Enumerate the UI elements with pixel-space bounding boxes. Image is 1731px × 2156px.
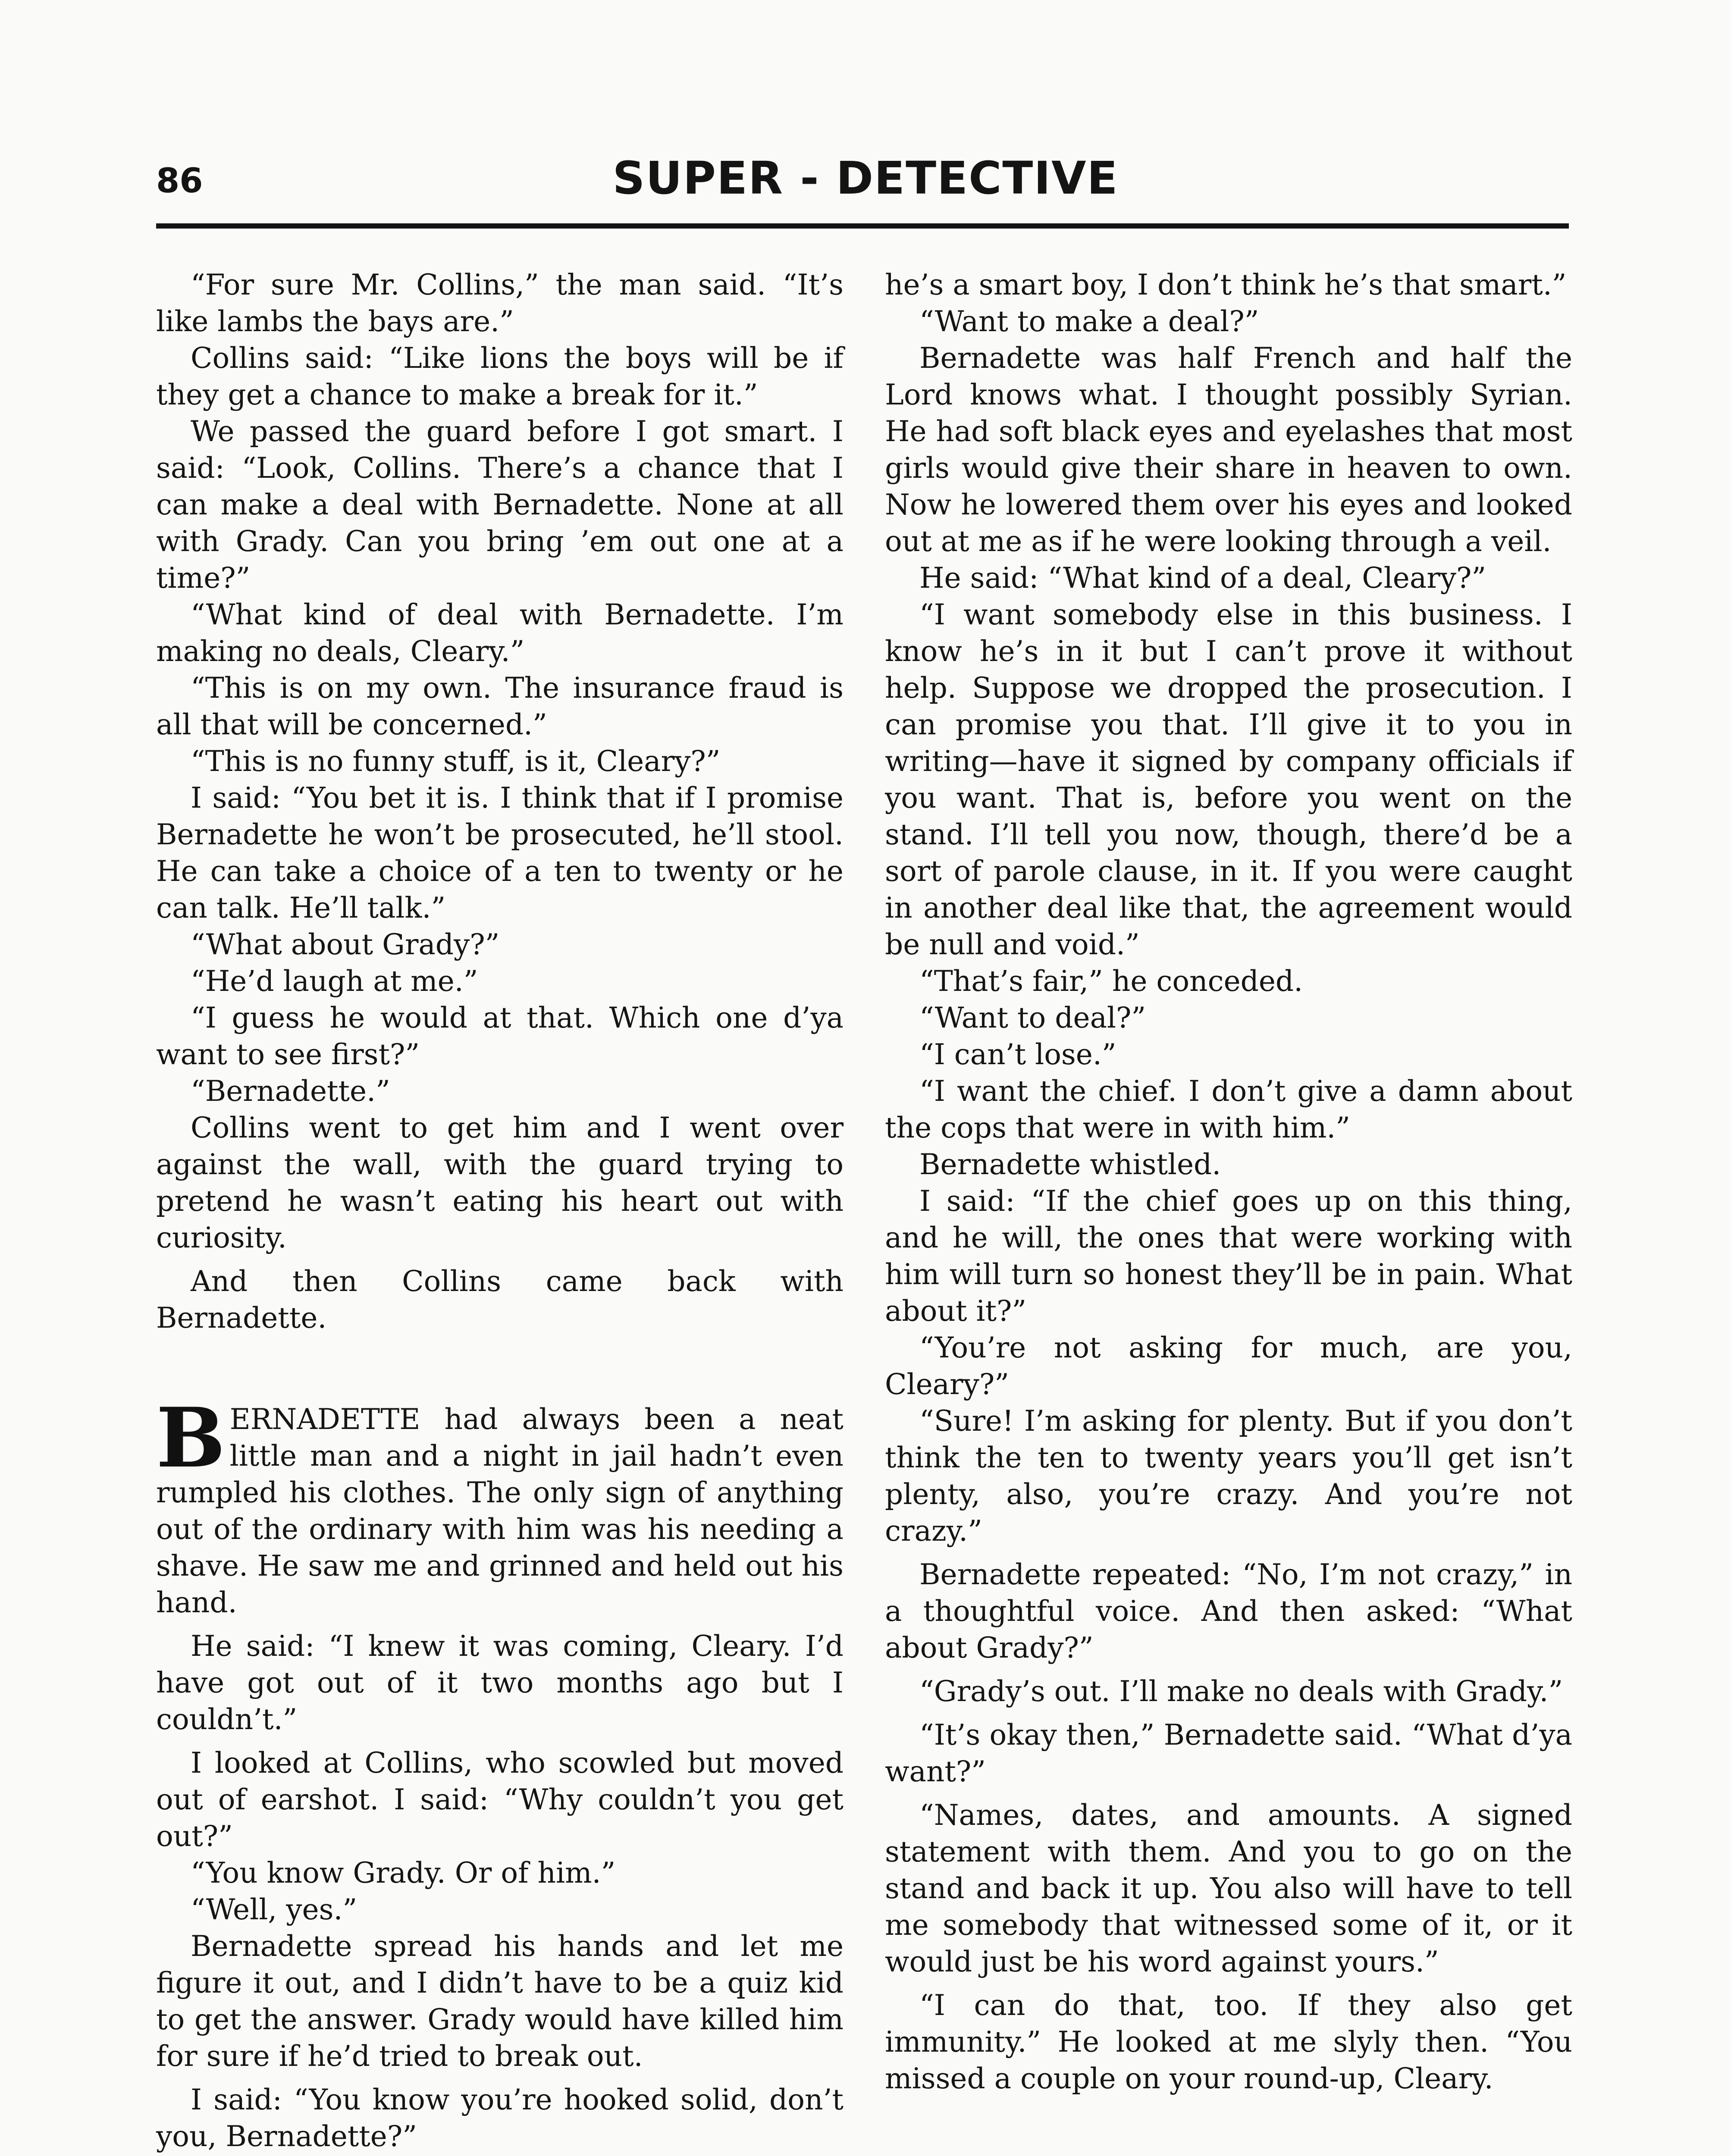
paragraph: “You’re not asking for much, are you, Cleary?” [885,1331,1572,1401]
paragraph: He said: “What kind of a deal, Cleary?” [919,561,1486,595]
paragraph: Collins said: “Like lions the boys will be if they get a chance to make a break for it.” [156,342,844,411]
paragraph: “I can’t lose.” [919,1038,1116,1071]
paragraph: “I want somebody else in this business. I know he’s in it but I can’t prove it without help. Suppose we dropped the prosecution. I can promise you that. I’ll give it to you in writing—have it signed by company officials if you want. That is, before you went on the stand. I’ll tell you now, though, there’d be a sort of parole clause, in it. If you were caught in another deal like that, the agreement would be null and void.” [885,598,1572,961]
paragraph: I said: “You know you’re hooked solid, don’t you, Bernadette?” [156,2083,844,2153]
paragraph: “It’s okay then,” Bernadette said. “What d’ya want?” [885,1718,1572,1788]
paragraph: “That’s fair,” he conceded. [919,965,1303,998]
paragraph-text: ERNADETTE had always been a neat little man and a night in jail hadn’t even rumpled his clothes. The only sign of anything out of the ordinary with him was his needing a shave. He saw me and grinned and held out his hand. [156,1403,844,1619]
paragraph: “Want to make a deal?” [919,305,1259,338]
drop-cap: B [156,1390,226,1486]
page-number: 86 [156,162,203,201]
paragraph: “I want the chief. I don’t give a damn about the cops that were in with him.” [885,1075,1572,1144]
paragraph: I said: “If the chief goes up on this thing, and he will, the ones that were working with him will turn so honest they’ll be in pain. What about it?” [885,1185,1572,1328]
paragraph: We passed the guard before I got smart. I said: “Look, Collins. There’s a chance that I can make a deal with Bernadette. None at all with Grady. Can you bring ’em out one at a time?” [156,415,844,595]
paragraph: “Bernadette.” [191,1075,390,1108]
paragraph: “I guess he would at that. Which one d’ya want to see first?” [156,1001,844,1071]
paragraph: Bernadette whistled. [919,1148,1221,1181]
paragraph: “Sure! I’m asking for plenty. But if you don’t think the ten to twenty years you’ll get isn’t plenty, also, you’re crazy. And you’re not crazy.” [885,1404,1572,1548]
paragraph: “You know Grady. Or of him.” [191,1856,616,1890]
paragraph: Bernadette spread his hands and let me figure it out, and I didn’t have to be a quiz kid to get the answer. Grady would have killed him for sure if he’d tried to break out. [156,1930,844,2073]
paragraph: Collins went to get him and I went over against the wall, with the guard trying to pretend he wasn’t eating his heart out with curiosity. [156,1111,844,1254]
paragraph: I said: “You bet it is. I think that if I promise Bernadette he won’t be prosecuted, he’ll stool. He can take a choice of a ten to twenty or he can talk. He’ll talk.” [156,781,844,924]
paragraph: “He’d laugh at me.” [191,965,478,998]
paragraph: “This is no funny stuff, is it, Cleary?” [191,745,721,778]
paragraph: “Well, yes.” [191,1893,357,1926]
left-column [156,266,844,2156]
paragraph: And then Collins came back with Bernadette. [156,1265,844,1335]
paragraph: Bernadette repeated: “No, I’m not crazy,” in a thoughtful voice. And then asked: “What about Grady?” [885,1558,1572,1664]
paragraph: “Names, dates, and amounts. A signed statement with them. And you to go on the stand and back it up. You also will have to tell me somebody that witnessed some of it, or it would just be his word against yours.” [885,1799,1572,1978]
header-rule [156,223,1569,229]
running-title: SUPER - DETECTIVE [612,152,1119,204]
section-opening-paragraph [156,1390,844,1621]
paragraph: “This is on my own. The insurance fraud is all that will be concerned.” [156,671,844,741]
paragraph: “Want to deal?” [919,1001,1146,1034]
paragraph: “I can do that, too. If they also get immunity.” He looked at me slyly then. “You missed a couple on your round-up, Cleary. [885,1989,1572,2095]
paragraph: “What kind of deal with Bernadette. I’m making no deals, Cleary.” [156,598,844,668]
paragraph: “What about Grady?” [191,928,500,961]
paragraph-continued: he’s a smart boy, I don’t think he’s that smart.” [885,268,1567,301]
paragraph: Bernadette was half French and half the Lord knows what. I thought possibly Syrian. He had soft black eyes and eyelashes that most girls would give their share in heaven to own. Now he lowered them over his eyes and looked out at me as if he were looking through a veil. [885,342,1572,558]
paragraph: “Grady’s out. I’ll make no deals with Grady.” [919,1675,1563,1708]
paragraph: He said: “I knew it was coming, Cleary. I’d have got out of it two months ago but I couldn’t.” [156,1630,844,1736]
paragraph: “For sure Mr. Collins,” the man said. “It’s like lambs the bays are.” [156,268,844,338]
paragraph: I looked at Collins, who scowled but moved out of earshot. I said: “Why couldn’t you get out?” [156,1746,844,1853]
right-column [885,266,1572,2156]
